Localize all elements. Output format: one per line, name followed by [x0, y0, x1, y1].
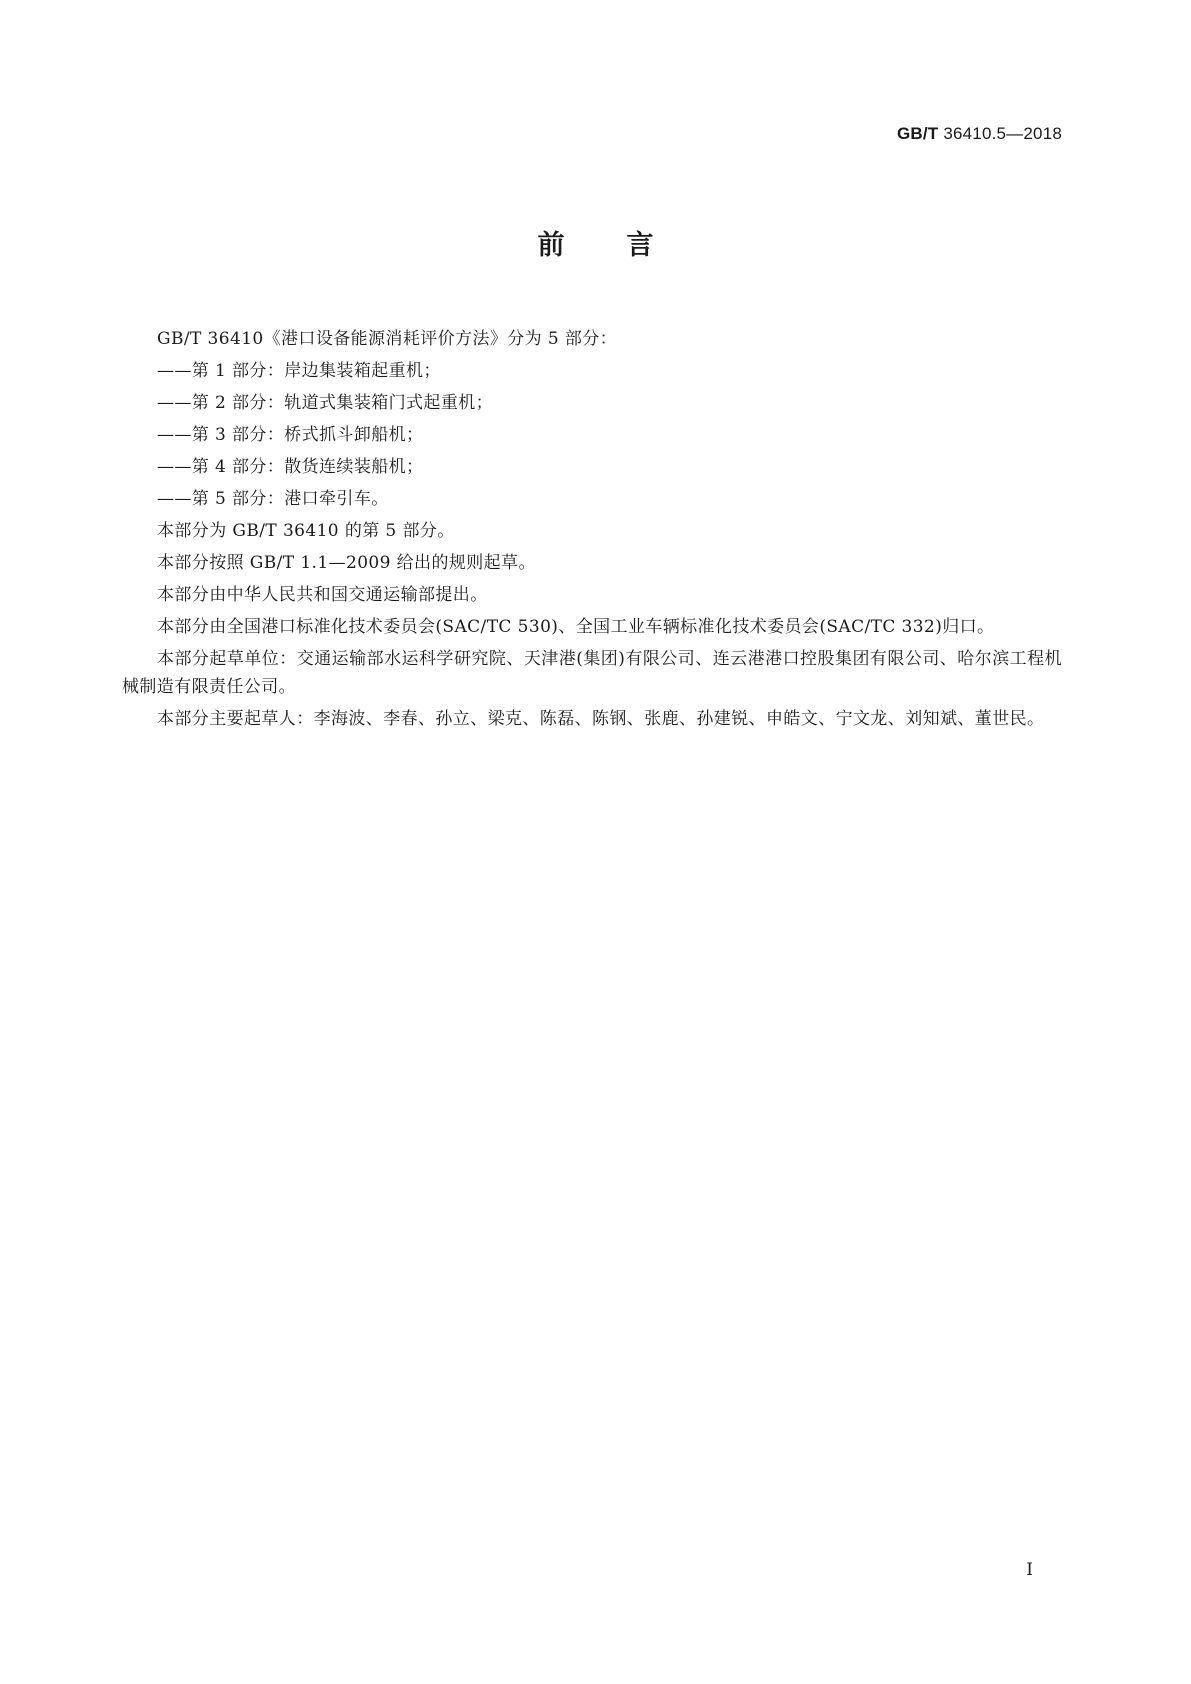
- part-list-item-3: ——第 3 部分：桥式抓斗卸船机；: [157, 425, 424, 445]
- paragraph-drafting-rules: 本部分按照 GB/T 1.1—2009 给出的规则起草。: [157, 553, 536, 573]
- standard-code-prefix: GB/T: [896, 124, 939, 143]
- paragraph-drafters: 本部分主要起草人：李海波、李春、孙立、梁克、陈磊、陈钢、张鹿、孙建锐、申皓文、宁文龙、刘知斌、董世民。: [157, 709, 1045, 729]
- standard-code-number: 36410.5—2018: [943, 124, 1062, 143]
- standard-code: [897, 124, 1062, 144]
- intro-paragraph: GB/T 36410《港口设备能源消耗评价方法》分为 5 部分：: [157, 329, 618, 349]
- paragraph-part-statement: 本部分为 GB/T 36410 的第 5 部分。: [157, 521, 455, 541]
- paragraph-committee: 本部分由全国港口标准化技术委员会(SAC/TC 530)、全国工业车辆标准化技术委员会(SAC/TC 332)归口。: [157, 617, 995, 637]
- part-list-item-1: ——第 1 部分：岸边集装箱起重机；: [157, 361, 441, 381]
- paragraph-drafting-units: 本部分起草单位：交通运输部水运科学研究院、天津港(集团)有限公司、连云港港口控股集团有限公司、哈尔滨工程机械制造有限责任公司。: [122, 649, 1062, 697]
- part-list-item-2: ——第 2 部分：轨道式集装箱门式起重机；: [157, 393, 494, 413]
- paragraph-proposer: 本部分由中华人民共和国交通运输部提出。: [157, 585, 488, 605]
- foreword-body: [122, 325, 1062, 737]
- page-title: 前言: [537, 230, 716, 261]
- part-list-item-4: ——第 4 部分：散货连续装船机；: [157, 457, 424, 477]
- page-number: I: [1026, 1560, 1033, 1580]
- part-list-item-5: ——第 5 部分：港口牵引车。: [157, 489, 389, 509]
